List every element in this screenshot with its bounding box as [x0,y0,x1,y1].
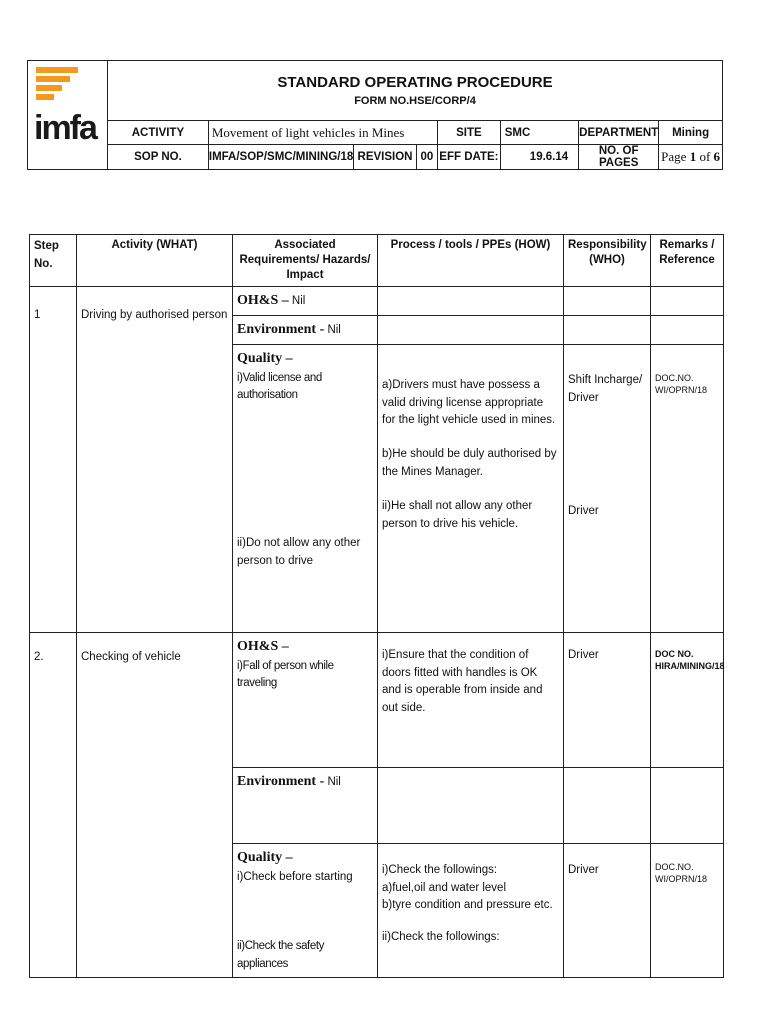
site-value: SMC [500,121,578,145]
process-item: ii)He shall not allow any other person to drive his vehicle. [382,499,533,530]
eff-date-label: EFF DATE: [438,145,501,170]
revision-label: REVISION [354,145,416,170]
revision-value: 00 [416,145,437,170]
environment-cell: Environment - Nil [233,767,378,843]
step-activity: Checking of vehicle [77,632,233,977]
form-number: FORM NO.HSE/CORP/4 [354,95,476,107]
department-value: Mining [659,121,723,145]
imfa-logo [28,61,107,169]
title-cell [108,61,723,121]
sop-header-table [27,60,723,170]
header-who: Responsibility (WHO) [564,235,651,287]
site-label: SITE [438,121,501,145]
step-number: 2. [30,632,77,977]
process-item: b)He should be duly authorised by the Mines Manager. [382,448,557,479]
header-step: Step No. [30,235,77,287]
remarks-cell: DOC.NO. WI/OPRN/18 [651,843,724,977]
header-remarks: Remarks / Reference [651,235,724,287]
remarks-cell: DOC NO. HIRA/MINING/18 [651,632,724,767]
logo-text: imfa [34,109,96,147]
sop-label: SOP NO. [108,145,209,170]
activity-value: Movement of light vehicles in Mines [208,121,437,145]
eff-date-value: 19.6.14 [500,145,578,170]
how-cell: i)Check the followings: a)fuel,oil and water level b)tyre condition and pressure etc. ii)Check the followings: [378,843,564,977]
requirement-item: i)Check before starting [237,870,353,883]
header-how: Process / tools / PPEs (HOW) [378,235,564,287]
table-header-row [30,235,724,287]
how-cell: i)Ensure that the condition of doors fitted with handles is OK and is operable from inside and out side. [378,632,564,767]
quality-cell: Quality – i)Valid license and authorisation ii)Do not allow any other person to drive [233,344,378,632]
table-row [30,286,724,315]
activity-label: ACTIVITY [108,121,209,145]
logo-cell [28,61,108,170]
sop-value: IMFA/SOP/SMC/MINING/18 [208,145,353,170]
pages-value: Page 1 of 6 [659,145,723,170]
ohs-cell: OH&S – i)Fall of person while traveling [233,632,378,767]
requirement-item: i)Valid license and authorisation [237,371,322,402]
environment-cell: Environment - Nil [233,315,378,344]
header-requirements: Associated Requirements/ Hazards/ Impact [233,235,378,287]
who-cell: Driver [564,843,651,977]
header-what: Activity (WHAT) [77,235,233,287]
page-title: STANDARD OPERATING PROCEDURE [277,74,553,91]
requirement-item: ii)Check the safety appliances [237,940,324,971]
requirement-item: ii)Do not allow any other person to drive [237,537,361,567]
sop-steps-table [29,234,724,978]
how-cell [378,344,564,632]
quality-cell: Quality – i)Check before starting ii)Check the safety appliances [233,843,378,977]
ohs-cell: OH&S – Nil [233,286,378,315]
who-cell: Shift Incharge/ Driver Driver [564,344,651,632]
process-item: a)Drivers must have possess a valid driving license appropriate for the light vehicle used in mines. [382,378,556,427]
remarks-cell: DOC.NO. WI/OPRN/18 [651,344,724,632]
step-activity: Driving by authorised person [77,286,233,632]
department-label: DEPARTMENT [579,121,659,145]
table-row [30,632,724,767]
who-cell: Driver [564,632,651,767]
step-number: 1 [30,286,77,632]
pages-label: NO. OF PAGES [579,145,659,170]
